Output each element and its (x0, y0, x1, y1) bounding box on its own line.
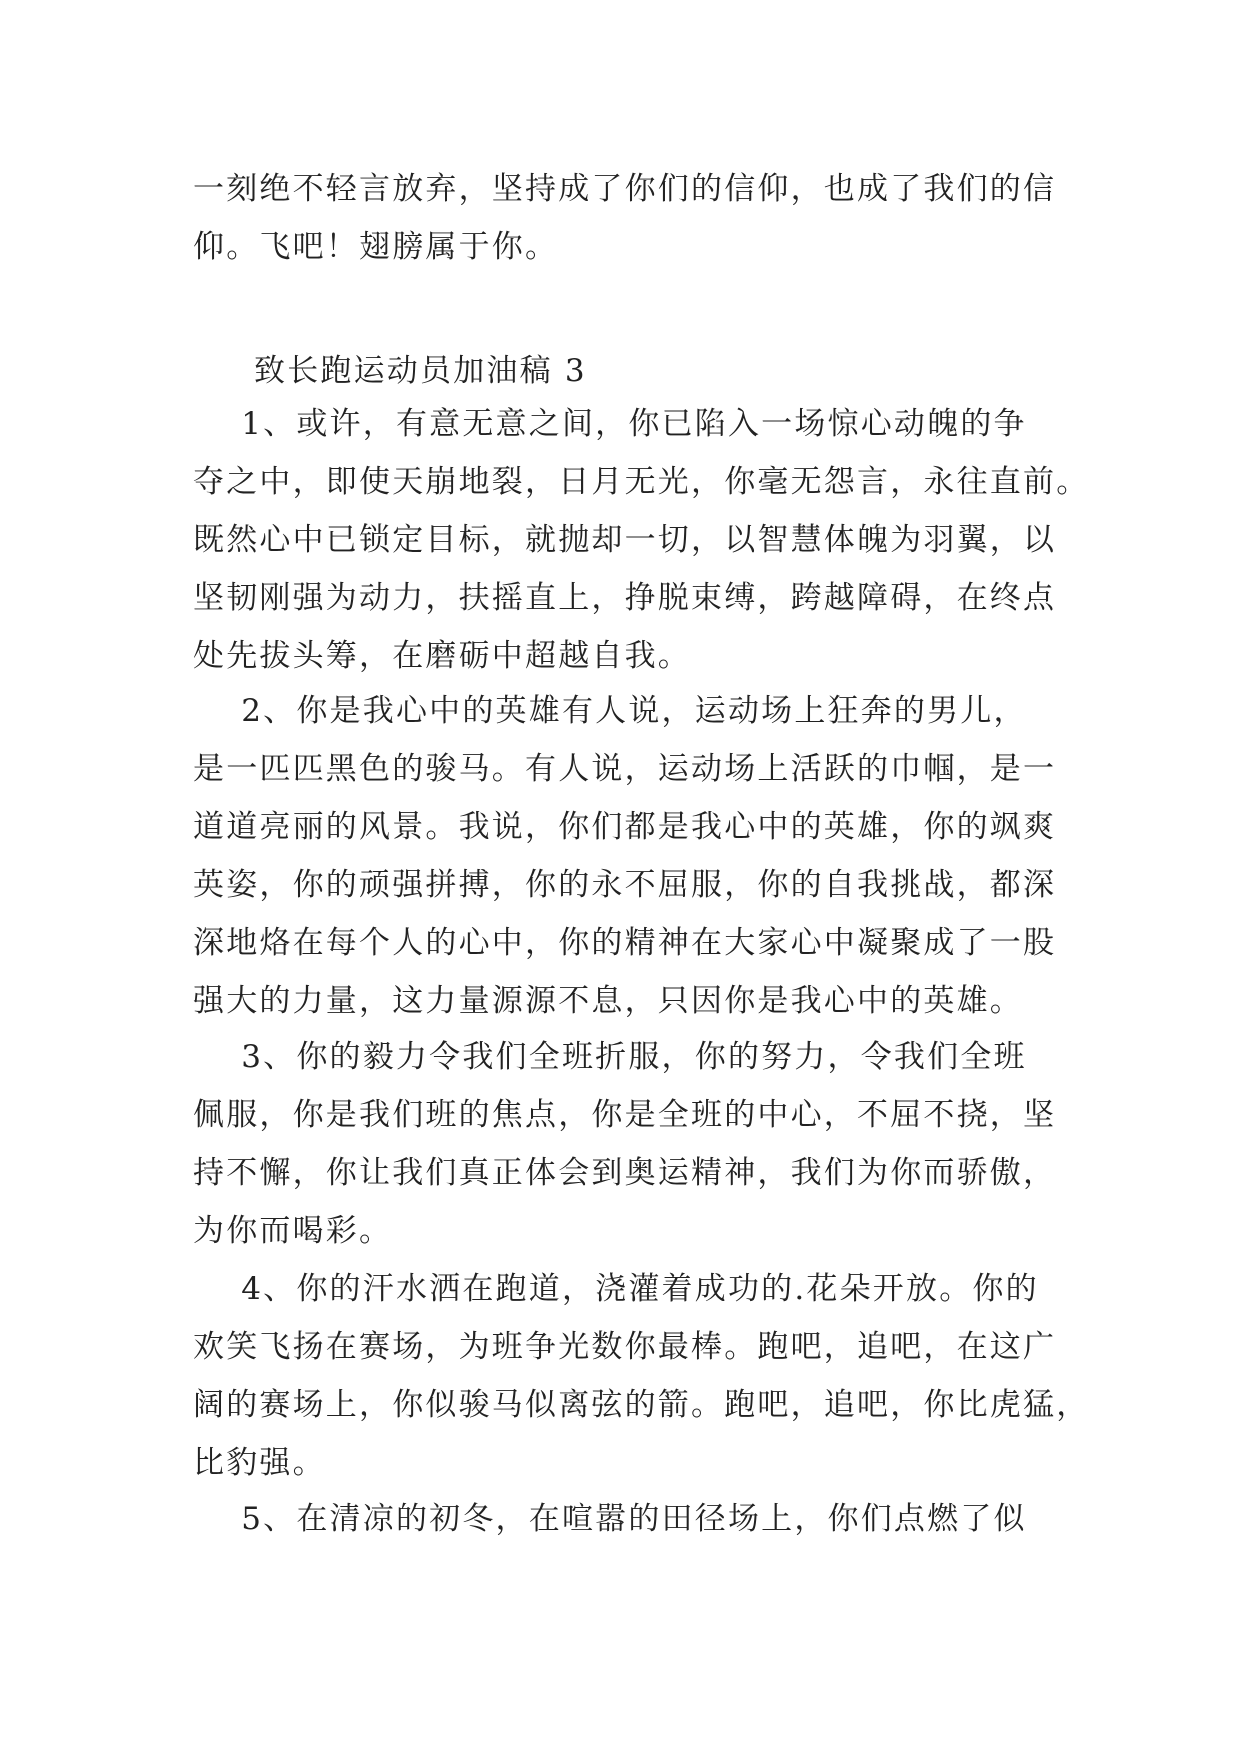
text-line: 夺之中，即使天崩地裂，日月无光，你毫无怨言，永往直前。 (193, 464, 1090, 500)
text-line: 既然心中已锁定目标，就抛却一切，以智慧体魄为羽翼，以 (193, 522, 1057, 558)
paragraph-4 (193, 1260, 1090, 1492)
text-line: 佩服，你是我们班的焦点，你是全班的中心，不屈不挠，坚 (193, 1097, 1057, 1133)
text-line: 3、你的毅力令我们全班折服，你的努力，令我们全班 (193, 1039, 1027, 1075)
text-line: 为你而喝彩。 (193, 1213, 393, 1249)
section-heading: 致长跑运动员加油稿 3 (254, 353, 587, 389)
paragraph-2 (193, 682, 1057, 1030)
intro-paragraph (193, 160, 1057, 276)
paragraph-5 (193, 1490, 1053, 1548)
text-line: 强大的力量，这力量源源不息，只因你是我心中的英雄。 (193, 983, 1023, 1019)
text-line: 仰。飞吧！翅膀属于你。 (193, 229, 559, 265)
text-line: 持不懈，你让我们真正体会到奥运精神，我们为你而骄傲， (193, 1155, 1057, 1191)
text-line: 坚韧刚强为动力，扶摇直上，挣脱束缚，跨越障碍，在终点 (193, 580, 1057, 616)
paragraph-1 (193, 395, 1090, 685)
text-line: 道道亮丽的风景。我说，你们都是我心中的英雄，你的飒爽 (193, 809, 1057, 845)
text-line: 阔的赛场上，你似骏马似离弦的箭。跑吧，追吧，你比虎猛， (193, 1387, 1090, 1423)
text-line: 4、你的汗水洒在跑道，浇灌着成功的.花朵开放。你的 (193, 1271, 1039, 1307)
text-line: 5、在清凉的初冬，在喧嚣的田径场上，你们点燃了似 (193, 1501, 1027, 1537)
text-line: 处先拔头筹，在磨砺中超越自我。 (193, 638, 691, 674)
text-line: 英姿，你的顽强拼搏，你的永不屈服，你的自我挑战，都深 (193, 867, 1057, 903)
text-line: 欢笑飞扬在赛场，为班争光数你最棒。跑吧，追吧，在这广 (193, 1329, 1057, 1365)
paragraph-3 (193, 1028, 1057, 1260)
text-line: 1、或许，有意无意之间，你已陷入一场惊心动魄的争 (193, 406, 1027, 442)
text-line: 2、你是我心中的英雄有人说，运动场上狂奔的男儿， (193, 693, 1027, 729)
text-line: 一刻绝不轻言放弃，坚持成了你们的信仰，也成了我们的信 (193, 171, 1057, 207)
text-line: 比豹强。 (193, 1445, 326, 1481)
text-line: 深地烙在每个人的心中，你的精神在大家心中凝聚成了一股 (193, 925, 1057, 961)
text-line: 是一匹匹黑色的骏马。有人说，运动场上活跃的巾帼，是一 (193, 751, 1057, 787)
